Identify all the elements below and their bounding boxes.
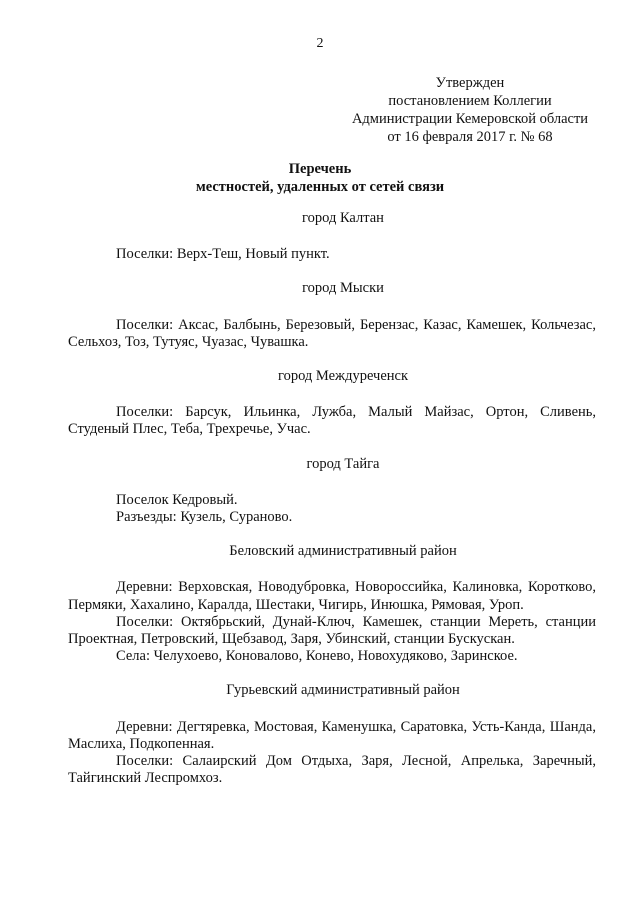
document-body [68, 210, 596, 787]
section-heading: город Тайга [306, 455, 380, 472]
section-paragraph: Деревни: Верховская, Новодубровка, Новороссийка, Калиновка, Коротково, Пермяки, Хахалино, Каралда, Шестаки, Чигирь, Инюшка, Рямовая, Уроп. [68, 579, 596, 613]
section-myski [68, 280, 596, 351]
approval-line: Администрации Кемеровской области [351, 111, 589, 127]
section-paragraph: Поселки: Барсук, Ильинка, Лужба, Малый Майзас, Ортон, Сливень, Студеный Плес, Теба, Трехречье, Учас. [68, 404, 596, 438]
section-tayga [68, 456, 596, 527]
section-kaltan [68, 210, 596, 263]
page-number: 2 [316, 36, 324, 51]
section-heading: город Мыски [302, 280, 384, 297]
section-paragraph: Поселок Кедровый. [116, 491, 238, 508]
section-belovsky [68, 543, 596, 665]
approval-line: от 16 февраля 2017 г. № 68 [387, 129, 553, 145]
section-paragraph: Поселки: Аксас, Балбынь, Березовый, Берензас, Казас, Камешек, Кольчезас, Сельхоз, Тоз, Тутуяс, Чуазас, Чувашка. [68, 316, 596, 350]
section-mezhdurechensk [68, 368, 596, 439]
approval-block [330, 74, 610, 146]
section-guryevsky [68, 682, 596, 787]
section-paragraph: Деревни: Дегтяревка, Мостовая, Каменушка, Саратовка, Усть-Канда, Шанда, Маслиха, Подкопенная. [68, 718, 596, 752]
approval-line: постановлением Коллегии [388, 93, 552, 109]
section-paragraph: Поселки: Салаирский Дом Отдыха, Заря, Лесной, Апрелька, Заречный, Тайгинский Леспромхоз. [68, 753, 596, 787]
section-heading: город Междуреченск [278, 368, 408, 385]
section-paragraph: Разъезды: Кузель, Сураново. [116, 509, 293, 526]
section-heading: город Калтан [302, 210, 384, 226]
section-paragraph: Села: Челухоево, Коновалово, Конево, Новохудяково, Заринское. [116, 648, 518, 665]
title-line: местностей, удаленных от сетей связи [195, 179, 445, 195]
document-title [0, 160, 640, 196]
section-heading: Беловский административный район [229, 543, 457, 560]
title-line: Перечень [288, 161, 352, 177]
section-paragraph: Поселки: Октябрьский, Дунай-Ключ, Камешек, станции Мереть, станции Проектная, Петровский, Щебзавод, Заря, Убинский, станции Бускускан. [68, 613, 596, 648]
section-heading: Гурьевский административный район [226, 682, 460, 699]
approval-line: Утвержден [435, 75, 505, 91]
section-paragraph: Поселки: Верх-Теш, Новый пункт. [116, 246, 330, 263]
